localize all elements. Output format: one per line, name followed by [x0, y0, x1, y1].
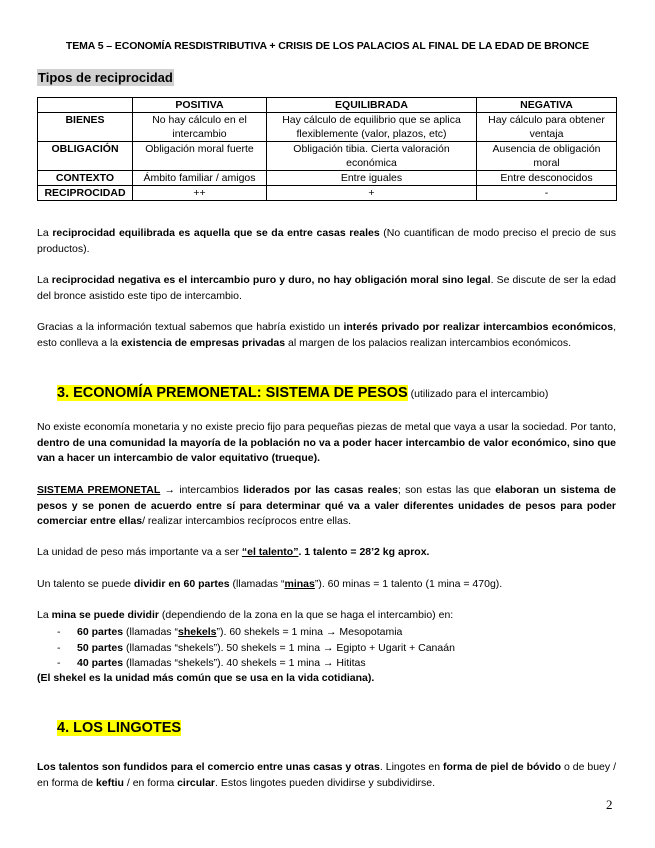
text-run: . Estos lingotes pueden dividirse y subdividirse. — [215, 776, 436, 789]
underlined-term: shekels — [177, 626, 217, 638]
bold-text: dividir en 60 partes — [133, 578, 230, 590]
underlined-term: SISTEMA PREMONETAL — [37, 484, 161, 496]
text-run: La unidad de peso más importante va a ser — [37, 546, 242, 558]
paragraph-premonetary-system — [37, 483, 616, 530]
heading-note: (utilizado para el intercambio) — [407, 388, 549, 400]
table-row — [38, 113, 617, 142]
underlined-term: “el talento” — [241, 546, 299, 558]
table-row-header: OBLIGACIÓN — [38, 142, 133, 171]
bold-text: elaboran un sistema de pesos y se ponen de acuerdo entre sí para determinar qué va a valer diferentes unidades de pesos para poder comerciar entre ellas — [37, 484, 616, 528]
text-run: , esto conlleva a la — [37, 321, 616, 349]
text-run: al margen de los palacios realizan intercambios económicos. — [285, 336, 572, 349]
bold-text: existencia de empresas privadas — [121, 336, 286, 349]
text-run: / en forma — [123, 776, 178, 789]
table-row — [38, 142, 617, 171]
bold-text: 40 partes — [77, 657, 124, 670]
bold-text: 50 partes — [77, 641, 124, 654]
text-run: La — [37, 274, 52, 286]
highlighted-heading: 3. ECONOMÍA PREMONETAL: SISTEMA DE PESOS — [57, 385, 408, 401]
reciprocity-table — [37, 97, 617, 201]
highlighted-heading: 4. LOS LINGOTES — [57, 720, 182, 736]
paragraph-mina-division — [37, 608, 616, 624]
paragraph-private-interest — [37, 320, 616, 351]
text-run: ; son estas las que — [397, 484, 496, 496]
text-run: . Lingotes en — [379, 761, 444, 773]
bold-text: liderados por las casas reales — [243, 484, 398, 496]
text-run: (llamadas “shekels”). 40 shekels = 1 mina → Hititas — [123, 657, 366, 670]
section-heading-premonetary — [57, 385, 548, 401]
bold-text: reciprocidad equilibrada es aquella que se da entre casas reales — [52, 227, 380, 239]
bold-text: Los talentos son fundidos para el comercio entre unas casas y otras — [37, 761, 380, 773]
table-row-header: BIENES — [38, 113, 133, 142]
paragraph-minas — [37, 577, 616, 593]
text-run: o de buey / en forma de — [37, 761, 616, 789]
text-run: ”). 60 minas = 1 talento (1 mina = 470g). — [314, 578, 503, 590]
bold-text: 60 partes — [77, 626, 124, 638]
text-run: (llamadas “ — [123, 626, 178, 638]
table-header-row — [38, 98, 617, 113]
shekel-list — [57, 625, 455, 672]
table-cell: - — [477, 186, 617, 201]
table-cell: Entre desconocidos — [477, 171, 617, 186]
bold-text: circular — [177, 776, 216, 789]
text-run: → intercambios — [160, 484, 244, 496]
text-run: No existe economía monetaria y no existe precio fijo para pequeñas piezas de metal que vaya a usar la sociedad. Por tanto, — [37, 421, 616, 433]
text-run: (dependiendo de la zona en la que se haga el intercambio) en: — [158, 609, 454, 621]
section-heading-reciprocity: Tipos de reciprocidad — [38, 70, 173, 85]
paragraph-talent-unit — [37, 545, 616, 561]
table-row — [38, 171, 617, 186]
table-cell: Obligación tibia. Cierta valoración económica — [267, 142, 477, 171]
paragraph-no-monetary-economy — [37, 420, 616, 467]
table-cell: + — [267, 186, 477, 201]
text-run: La — [37, 227, 53, 239]
text-run: . Se discute de ser la edad del bronce asistido este tipo de intercambio. — [37, 274, 616, 302]
paragraph-balanced-reciprocity — [37, 226, 616, 257]
text-run: (llamadas “ — [229, 578, 285, 590]
bold-text: forma de piel de bóvido — [443, 761, 561, 773]
page-number: 2 — [606, 797, 613, 812]
table-cell: No hay cálculo en el intercambio — [133, 113, 267, 142]
list-item — [57, 656, 455, 672]
table-header-cell: POSITIVA — [133, 98, 267, 113]
table-cell: ++ — [133, 186, 267, 201]
text-run: La — [37, 609, 52, 621]
table-cell: Hay cálculo de equilibrio que se aplica flexiblemente (valor, plazos, etc) — [267, 113, 477, 142]
bold-text: . 1 talento = 28’2 kg aprox. — [298, 546, 430, 558]
table-row-header: RECIPROCIDAD — [38, 186, 133, 201]
paragraph-ingots — [37, 760, 616, 791]
table-header-cell — [38, 98, 133, 113]
text-run: / realizar intercambios recíprocos entre ellas. — [142, 515, 351, 528]
text-run: (llamadas “shekels”). 50 shekels = 1 mina → Egipto + Ugarit + Canaán — [123, 641, 455, 654]
paragraph-negative-reciprocity — [37, 273, 616, 304]
underlined-term: minas — [284, 578, 315, 590]
bold-text: keftiu — [95, 776, 124, 789]
text-run: Gracias a la información textual sabemos que habría existido un — [37, 321, 344, 333]
section-heading-ingots — [57, 720, 181, 736]
list-item — [57, 641, 455, 657]
table-cell: Ámbito familiar / amigos — [133, 171, 267, 186]
document-title: TEMA 5 – ECONOMÍA RESDISTRIBUTIVA + CRISIS DE LOS PALACIOS AL FINAL DE LA EDAD DE BRONCE — [65, 40, 590, 52]
bold-text: reciprocidad negativa es el intercambio puro y duro, no hay obligación moral sino legal — [51, 274, 491, 286]
bold-text: mina se puede dividir — [51, 609, 159, 621]
table-cell: Ausencia de obligación moral — [477, 142, 617, 171]
bold-text: dentro de una comunidad la mayoría de la población no va a poder hacer intercambio de valor económico, sino que van a hacer un intercambio de valor equitativo (trueque). — [37, 436, 616, 465]
text-run: ”). 60 shekels = 1 mina → Mesopotamia — [216, 626, 403, 638]
text-run: (No cuantifican de modo preciso el precio de sus productos). — [37, 227, 616, 255]
paragraph-shekel-note: (El shekel es la unidad más común que se usa en la vida cotidiana). — [37, 672, 375, 684]
table-header-cell: NEGATIVA — [477, 98, 617, 113]
table-cell: Hay cálculo para obtener ventaja — [477, 113, 617, 142]
bold-text: interés privado por realizar intercambios económicos — [343, 321, 614, 333]
table-cell: Entre iguales — [267, 171, 477, 186]
table-header-cell: EQUILIBRADA — [267, 98, 477, 113]
table-cell: Obligación moral fuerte — [133, 142, 267, 171]
list-item — [57, 625, 455, 641]
table-row-header: CONTEXTO — [38, 171, 133, 186]
table-row — [38, 186, 617, 201]
text-run: Un talento se puede — [37, 578, 134, 590]
